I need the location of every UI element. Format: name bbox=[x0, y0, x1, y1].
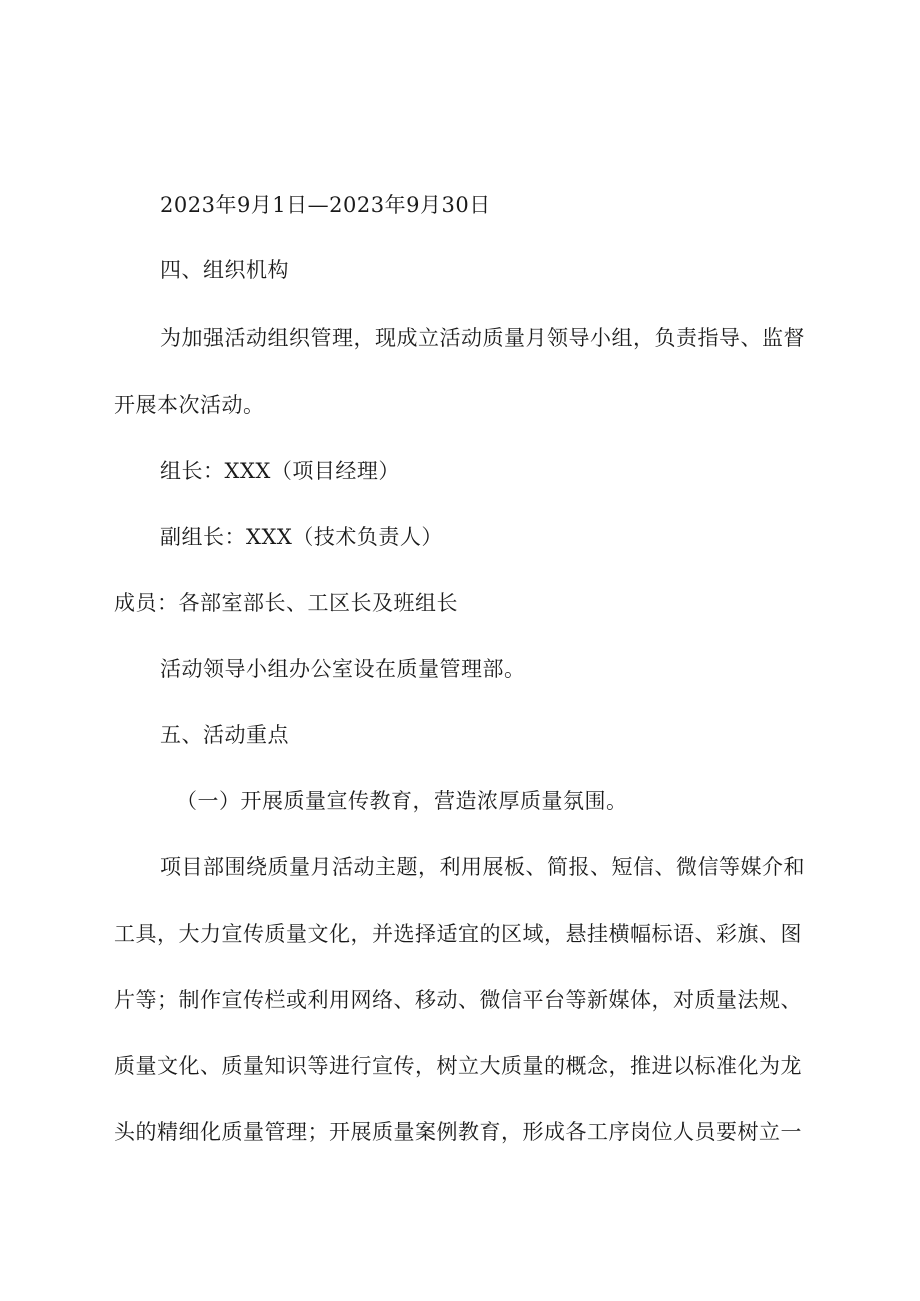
paragraph-line: 头的精细化质量管理；开展质量案例教育，形成各工序岗位人员要树立一 bbox=[114, 1120, 802, 1144]
team-members: 成员：各部室部长、工区长及班组长 bbox=[114, 591, 458, 615]
paragraph-line: 为加强活动组织管理，现成立活动质量月领导小组，负责指导、监督 bbox=[160, 326, 805, 350]
paragraph-line: 质量文化、质量知识等进行宣传，树立大质量的概念，推进以标准化为龙 bbox=[114, 1054, 802, 1078]
office-location: 活动领导小组办公室设在质量管理部。 bbox=[160, 657, 526, 681]
team-leader: 组长：XXX（项目经理） bbox=[160, 459, 400, 483]
section-heading-focus: 五、活动重点 bbox=[160, 723, 289, 747]
subsection-heading: （一）开展质量宣传教育，营造浓厚质量氛围。 bbox=[176, 789, 628, 813]
paragraph-line: 工具，大力宣传质量文化，并选择适宜的区域，悬挂横幅标语、彩旗、图 bbox=[114, 922, 802, 946]
paragraph-line: 项目部围绕质量月活动主题，利用展板、简报、短信、微信等媒介和 bbox=[160, 855, 805, 879]
activity-period: 2023年9月1日—2023年9月30日 bbox=[160, 193, 491, 217]
paragraph-line: 开展本次活动。 bbox=[114, 393, 265, 417]
paragraph-line: 片等；制作宣传栏或利用网络、移动、微信平台等新媒体，对质量法规、 bbox=[114, 988, 802, 1012]
deputy-team-leader: 副组长：XXX（技术负责人） bbox=[160, 525, 443, 549]
section-heading-organization: 四、组织机构 bbox=[160, 258, 289, 282]
